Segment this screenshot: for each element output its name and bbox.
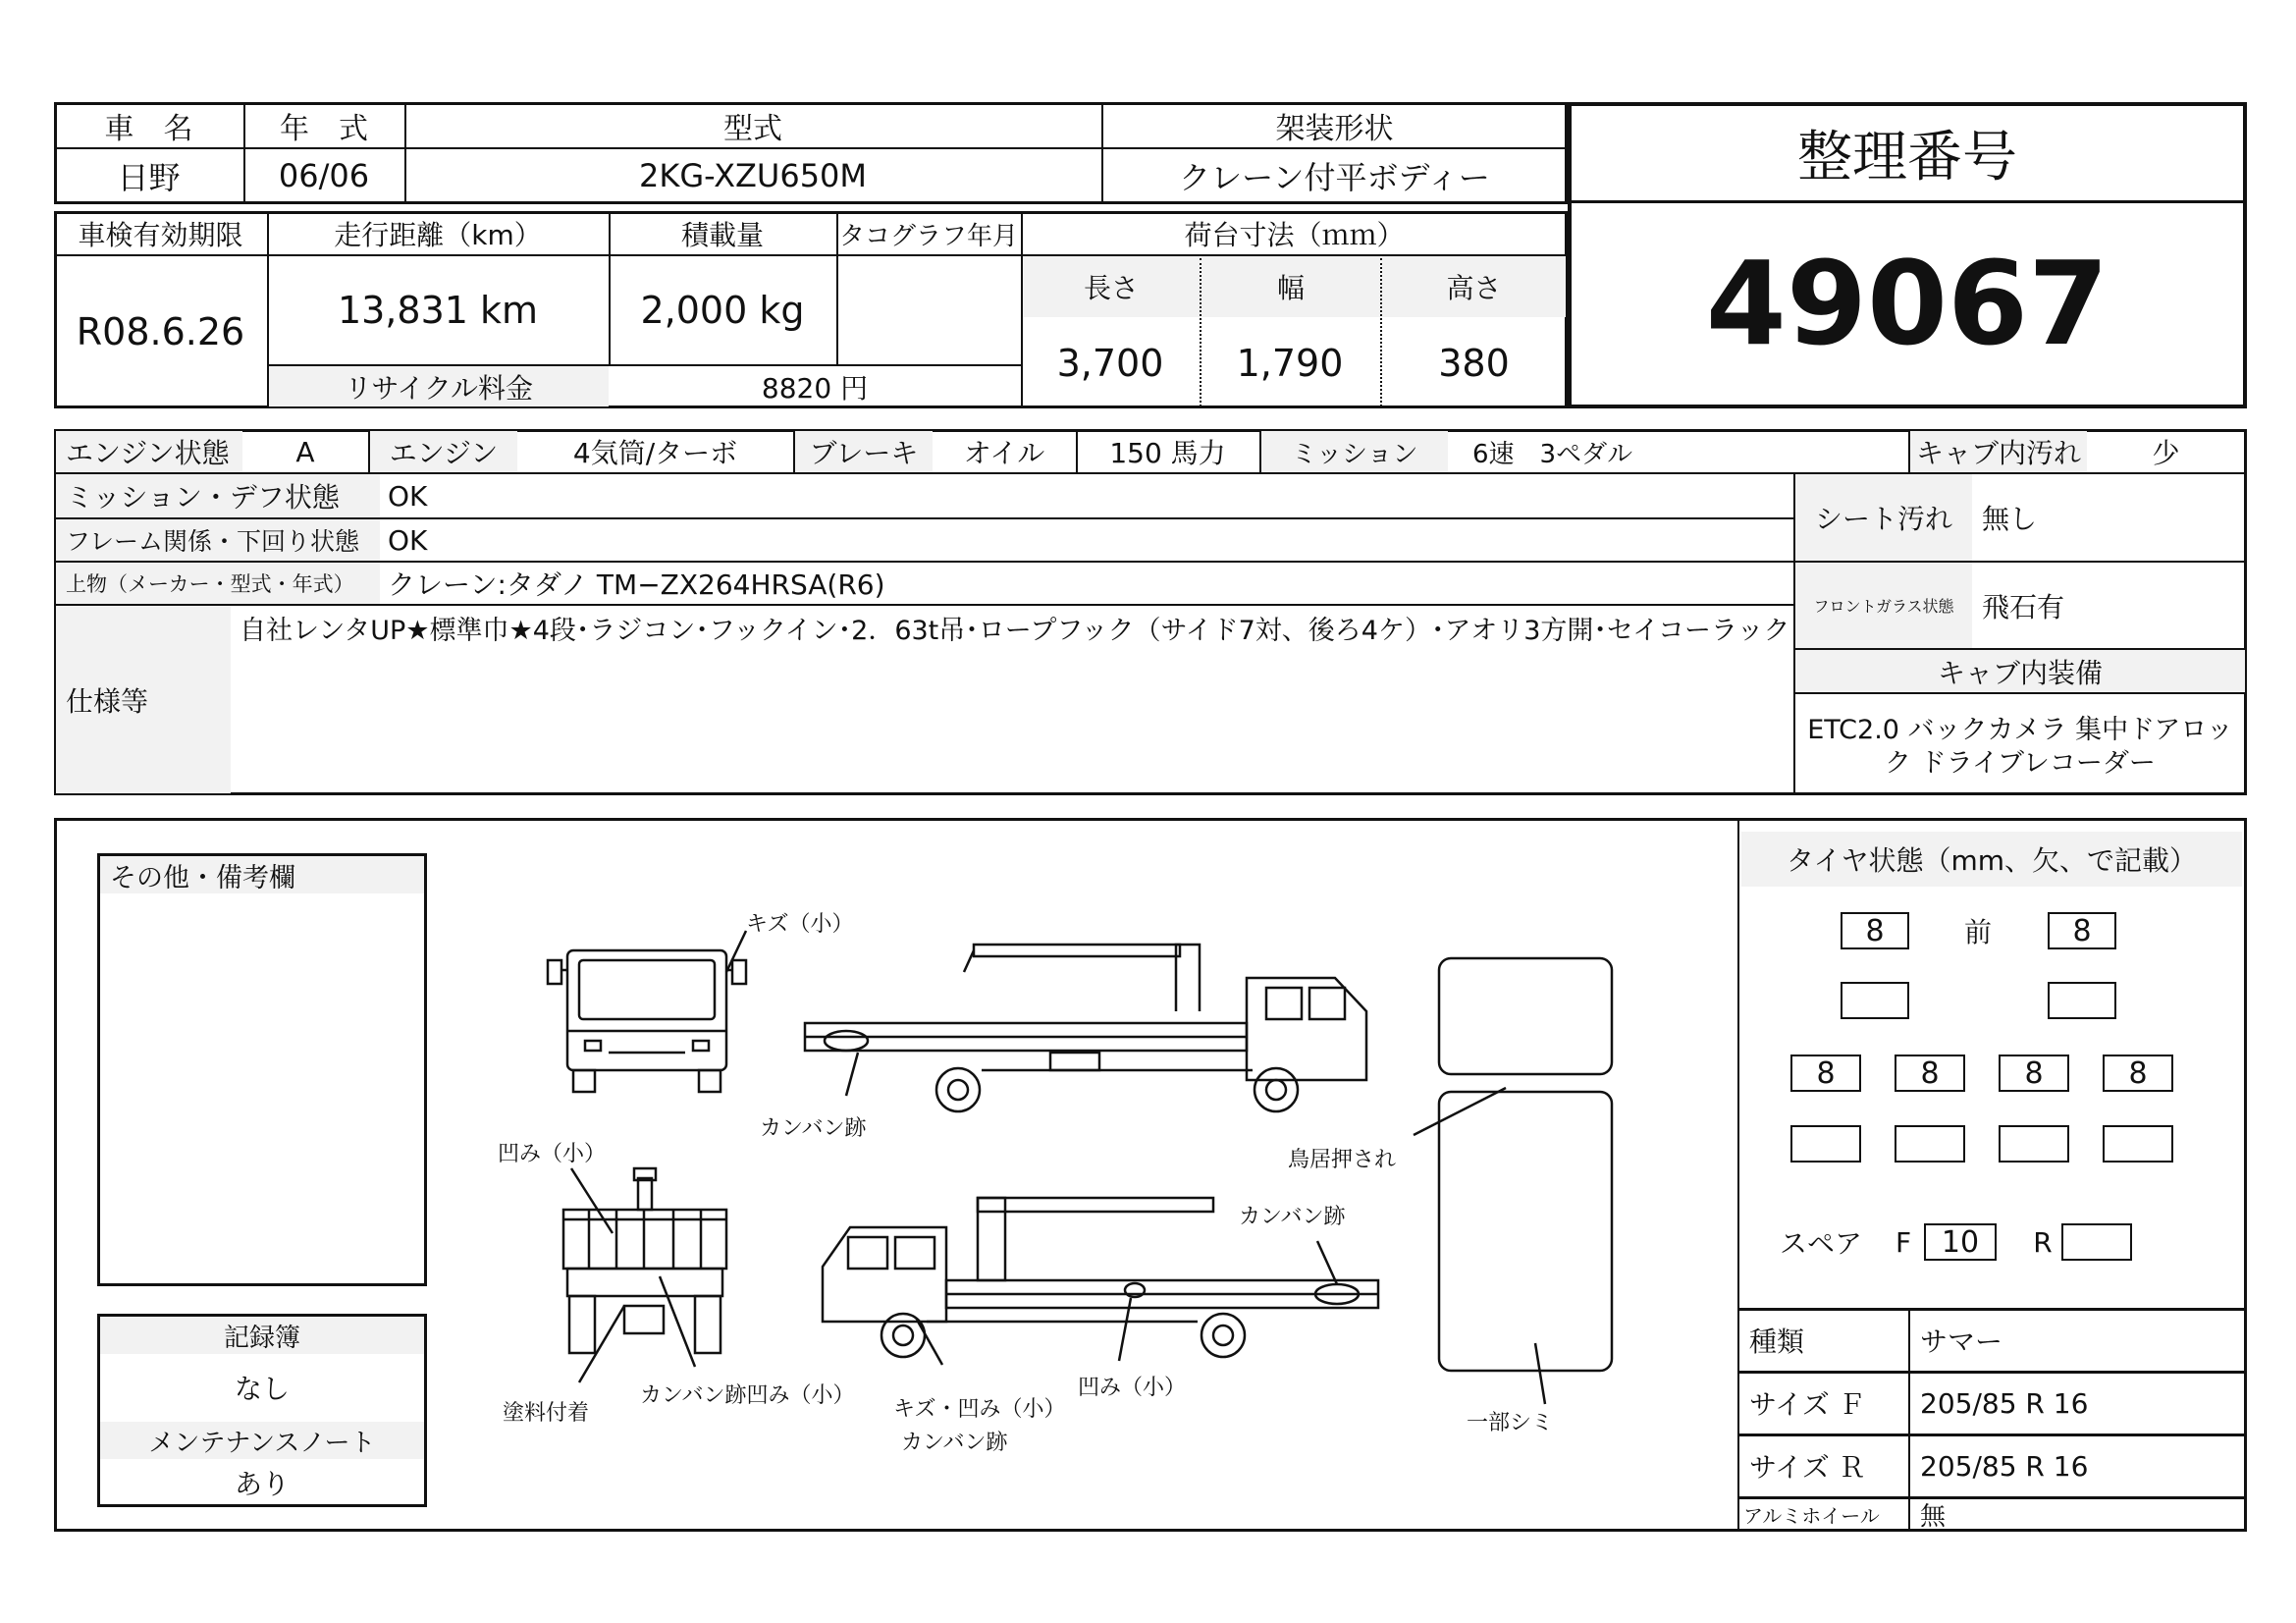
mileage-label: 走行距離（km） xyxy=(334,219,542,251)
type-label: 種類 xyxy=(1749,1325,1805,1358)
horsepower: 150 馬力 xyxy=(1109,437,1226,469)
tacho-label: タコグラフ年月 xyxy=(838,221,1018,251)
seat-label: シート汚れ xyxy=(1795,474,1972,561)
size-f-value: 205/85 R 16 xyxy=(1920,1386,2089,1420)
tire-front-left: 8 xyxy=(1841,912,1909,949)
engine-state-label: エンジン状態 xyxy=(56,431,242,472)
label-signboard-2: カンバン跡 xyxy=(1239,1205,1346,1229)
type-value: サマー xyxy=(1920,1325,2003,1358)
spec-label: 仕様等 xyxy=(56,606,231,793)
label-paint: 塗料付着 xyxy=(503,1401,590,1426)
spare-f-label: F xyxy=(1895,1225,1912,1259)
frame-label: フレーム関係・下回り状態 xyxy=(56,519,380,561)
label-dent-2: 凹み（小） xyxy=(1078,1376,1187,1400)
equip-label: キャブ内装備 xyxy=(1795,650,2245,692)
truck-front-view xyxy=(548,950,746,1092)
label-dent-small: 凹み（小） xyxy=(498,1142,607,1166)
diff-value: OK xyxy=(388,479,428,513)
tire-front-right-2 xyxy=(2048,982,2116,1019)
other-remarks-label: その他・備考欄 xyxy=(100,856,424,893)
truck-side-view-right xyxy=(805,945,1366,1111)
brake-value: オイル xyxy=(963,437,1045,469)
label-signboard-1: カンバン跡 xyxy=(760,1116,867,1141)
spare-label: スペア xyxy=(1779,1227,1862,1260)
car-name-label: 車 名 xyxy=(104,112,193,146)
ref-number: 49067 xyxy=(1705,236,2109,371)
height-label: 高さ xyxy=(1382,256,1566,317)
tire-rear-4: 8 xyxy=(2103,1055,2173,1092)
front-label: 前 xyxy=(1963,916,1992,948)
tire-front-right: 8 xyxy=(2048,912,2116,949)
recycle-value: 8820 円 xyxy=(761,371,869,405)
tire-rear-7 xyxy=(1999,1125,2069,1163)
engine-state-value: A xyxy=(295,435,315,468)
cab-dirt-label: キャブ内汚れ xyxy=(1910,431,2087,472)
other-remarks-box xyxy=(97,853,427,1286)
tire-rear-6 xyxy=(1895,1125,1965,1163)
maint-value: あり xyxy=(234,1468,290,1500)
alumi-label: アルミホイール xyxy=(1743,1503,1880,1528)
frame-value: OK xyxy=(388,523,428,557)
tire-rear-8 xyxy=(2103,1125,2173,1163)
bed-label: 荷台寸法（ｍｍ） xyxy=(1184,219,1405,251)
inspection-value: R08.6.26 xyxy=(76,309,245,353)
engine-label: エンジン xyxy=(370,431,517,472)
truck-top-view xyxy=(1439,958,1612,1371)
upper-value: クレーン:タダノ TM−ZX264HRSA(R6) xyxy=(388,568,885,601)
tire-rear-1: 8 xyxy=(1790,1055,1861,1092)
height-value: 380 xyxy=(1438,341,1510,385)
maint-label: メンテナンスノート xyxy=(100,1422,424,1459)
brake-label: ブレーキ xyxy=(795,431,933,472)
label-scratch-dent: キズ・凹み（小） xyxy=(893,1397,1066,1422)
car-name: 日野 xyxy=(117,159,181,196)
tire-title: タイヤ状態（mm、欠、で記載） xyxy=(1741,832,2242,887)
glass-label: フロントガラス状態 xyxy=(1795,563,1972,648)
width-value: 1,790 xyxy=(1236,341,1344,385)
tire-rear-2: 8 xyxy=(1895,1055,1965,1092)
load-value: 2,000 kg xyxy=(640,289,805,332)
label-torii: 鳥居押され xyxy=(1288,1148,1397,1172)
damage-diagram xyxy=(481,864,1659,1453)
size-f-label: サイズ Ｆ xyxy=(1749,1388,1866,1421)
cab-dirt-value: 少 xyxy=(2152,437,2180,469)
glass-value: 飛石有 xyxy=(1982,590,2065,623)
body-label: 架装形状 xyxy=(1275,112,1394,146)
year-label: 年 式 xyxy=(280,112,368,146)
label-signboard-3: カンバン跡 xyxy=(901,1431,1008,1455)
mission-label: ミッション xyxy=(1261,431,1448,472)
inspection-label: 車検有効期限 xyxy=(78,219,243,251)
spare-f-value: 10 xyxy=(1924,1223,1997,1261)
alumi-value: 無 xyxy=(1920,1501,1947,1532)
equip-line-2: ク ドライブレコーダー xyxy=(1885,747,2156,779)
size-r-label: サイズ Ｒ xyxy=(1749,1451,1866,1484)
record-value: なし xyxy=(234,1373,290,1405)
label-signboard-dent: カンバン跡凹み（小） xyxy=(640,1383,855,1408)
tire-front-left-2 xyxy=(1841,982,1909,1019)
equip-line-1: ETC2.0 バックカメラ 集中ドアロッ xyxy=(1807,714,2233,745)
length-label: 長さ xyxy=(1023,256,1200,317)
upper-label: 上物（メーカー・型式・年式） xyxy=(56,563,380,604)
tire-rear-3: 8 xyxy=(1999,1055,2069,1092)
spare-r-value xyxy=(2061,1223,2132,1261)
body-value: クレーン付平ボディー xyxy=(1179,159,1490,196)
diff-label: ミッション・デフ状態 xyxy=(56,474,380,517)
record-label: 記録簿 xyxy=(100,1317,424,1354)
seat-value: 無し xyxy=(1982,503,2038,535)
tacho-value xyxy=(836,256,1021,364)
label-stain: 一部シミ xyxy=(1467,1411,1554,1435)
width-label: 幅 xyxy=(1201,256,1380,317)
recycle-label: リサイクル料金 xyxy=(269,366,609,406)
label-scratch-small: キズ（小） xyxy=(746,912,854,937)
year-value: 06/06 xyxy=(278,157,370,194)
load-label: 積載量 xyxy=(680,219,764,251)
mission-value: 6速 3ペダル xyxy=(1472,439,1633,469)
tire-rear-5 xyxy=(1790,1125,1861,1163)
mileage-value: 13,831 km xyxy=(337,289,539,332)
spec-value: 自社レンタUP★標準巾★4段･ラジコン･フックイン･2．63t吊･ロープフック（サイド7対、後ろ4ケ）･アオリ3方開･セイコーラック xyxy=(240,616,1790,646)
ref-label: 整理番号 xyxy=(1797,126,2017,189)
model-value: 2KG-XZU650M xyxy=(638,157,868,194)
length-value: 3,700 xyxy=(1056,341,1164,385)
size-r-value: 205/85 R 16 xyxy=(1920,1449,2089,1483)
spare-r-label: R xyxy=(2033,1225,2053,1259)
model-label: 型式 xyxy=(723,112,782,146)
engine-value: 4気筒/ターボ xyxy=(572,437,738,469)
